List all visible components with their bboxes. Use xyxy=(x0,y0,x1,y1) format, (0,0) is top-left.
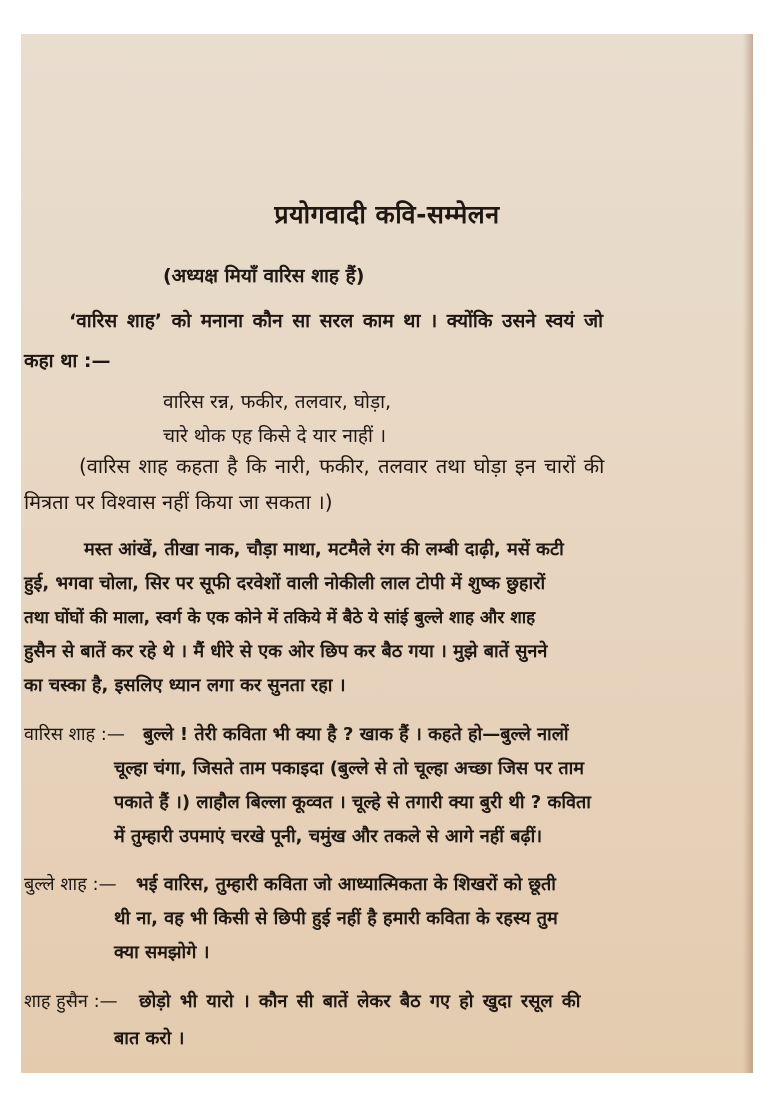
dialogue-bulleh-speaker: बुल्ले शाह :— xyxy=(24,874,117,895)
bleed-through-text xyxy=(21,62,753,178)
subtitle: (अध्यक्ष मियाँ वारिस शाह हैं) xyxy=(163,265,365,287)
dialogue-waris-line-4: में तुम्हारी उपमाएं चरखे पूनी, चमुंख और तकले से आगे नहीं बढ़ीं। xyxy=(114,826,543,847)
verse-line-1: वारिस रन्न, फकीर, तलवार, घोड़ा, xyxy=(163,391,392,413)
dialogue-bulleh-line-1: भई वारिस, तुम्हारी कविता जो आध्यात्मिकता के शिखरों को छूती xyxy=(136,874,556,895)
description-line-2: हुई, भगवा चोला, सिर पर सूफी दरवेशों वाली नोकीली लाल टोपी में शुष्क छुहारों xyxy=(24,573,546,594)
dialogue-hussain-speaker: शाह हुसैन :— xyxy=(24,991,118,1012)
description-line-3: तथा घोंघों की माला, स्वर्ग के एक कोने में तकिये में बैठे ये सांई बुल्ले शाह और शाह xyxy=(24,608,536,628)
dialogue-bulleh-line-3: क्या समझोगे । xyxy=(114,942,210,963)
description-line-4: हुसैन से बातें कर रहे थे । मैं धीरे से एक ओर छिप कर बैठ गया । मुझे बातें सुनने xyxy=(24,641,548,662)
page-title: प्रयोगवादी कवि-सम्मेलन xyxy=(274,200,500,229)
scanned-page xyxy=(21,34,753,1073)
dialogue-waris-line-2: चूल्हा चंगा, जिसते ताम पकाइदा (बुल्ले से तो चूल्हा अच्छा जिस पर ताम xyxy=(114,758,585,779)
dialogue-hussain-line-2: बात करो । xyxy=(114,1028,185,1049)
dialogue-waris-line-1: बुल्ले ! तेरी कविता भी क्या है ? खाक हैं । कहते हो—बुल्ले नालों xyxy=(143,724,569,745)
dialogue-waris-line-3: पकाते हैं ।) लाहौल बिल्ला कूव्वत । चूल्हे से तगारी क्या बुरी थी ? कविता xyxy=(114,792,591,813)
explanation-line-1: (वारिस शाह कहता है कि नारी, फकीर, तलवार तथा घोड़ा इन चारों की xyxy=(79,454,605,478)
dialogue-hussain-line-1: छोड़ो भी यारो । कौन सी बातें लेकर बैठ गए हो खुदा रसूल की xyxy=(139,991,581,1012)
description-line-1: मस्त आंखें, तीखा नाक, चौड़ा माथा, मटमैले रंग की लम्बी दाढ़ी, मसें कटी xyxy=(84,539,564,560)
intro-line-1: ‘वारिस शाह’ को मनाना कौन सा सरल काम था । क्योंकि उसने स्वयं जो xyxy=(69,310,604,332)
dialogue-bulleh-line-2: थी ना, वह भी किसी से छिपी हुई नहीं है हमारी कविता के रहस्य तुम xyxy=(114,908,558,929)
description-line-5: का चस्का है, इसलिए ध्यान लगा कर सुनता रहा । xyxy=(24,675,346,696)
intro-line-2: कहा था :— xyxy=(24,350,111,372)
verse-line-2: चारे थोक एह किसे दे यार नाहीं । xyxy=(163,425,387,447)
dialogue-waris-speaker: वारिस शाह :— xyxy=(24,724,125,745)
explanation-line-2: मित्रता पर विश्वास नहीं किया जा सकता ।) xyxy=(24,490,333,514)
